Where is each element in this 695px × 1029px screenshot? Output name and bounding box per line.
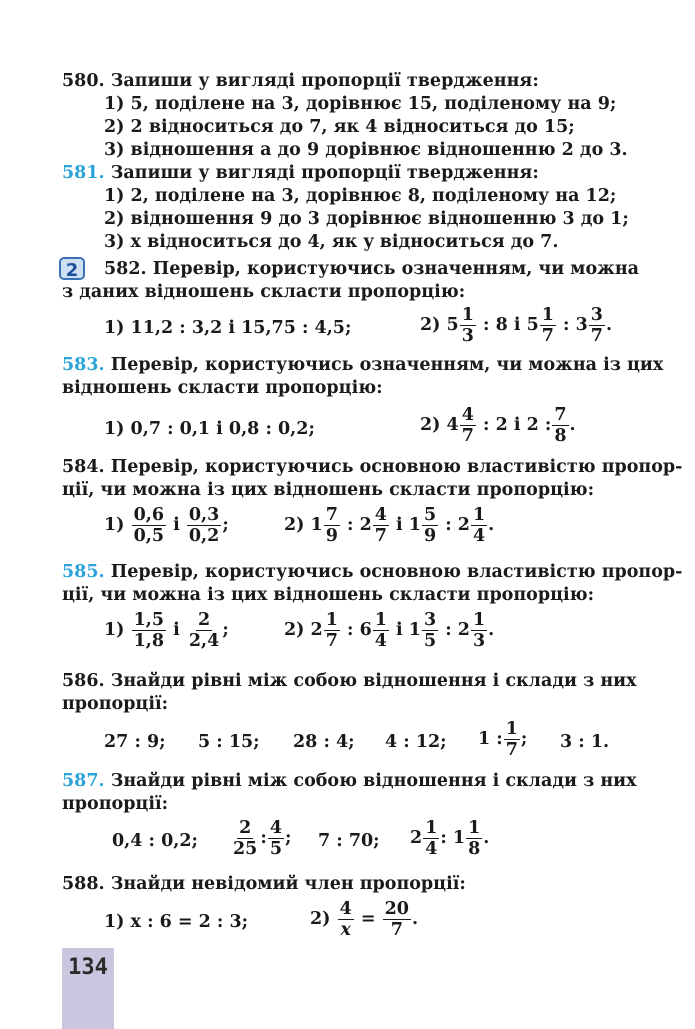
problem-text-cont: пропорції: [62, 694, 169, 714]
fraction: $\frac{1}{4}$ [374, 610, 387, 651]
expr-part: і [173, 620, 180, 640]
expr-part: 2 [410, 828, 423, 848]
expr-part: = [360, 909, 376, 929]
problem-585 [62, 561, 683, 607]
list-item: 1) 5, поділене на 3, дорівнює 15, поділеному на 9; [104, 94, 617, 114]
example-2 [284, 505, 494, 546]
fraction: $\frac{1}{3}$ [461, 305, 474, 346]
fraction: $\frac{1}{4}$ [472, 505, 486, 546]
expr-part: і [173, 515, 180, 535]
expr-part: : 2 [347, 515, 372, 535]
problem-number: 580. [62, 71, 105, 91]
expr-part: : 6 [347, 620, 372, 640]
expr-part: . [488, 515, 495, 535]
list-item: 3) відношення a до 9 дорівнює відношенню 2 до 3. [104, 140, 628, 160]
expr-part: . [483, 828, 490, 848]
ratio-item [478, 719, 527, 760]
problem-number: 581. [62, 163, 105, 183]
example-2 [310, 899, 418, 940]
example-2 [284, 610, 494, 651]
ratio-item: 7 : 70; [318, 831, 380, 851]
problem-number: 583. [62, 355, 105, 375]
expr-part: 2) 1 [284, 515, 323, 535]
expr-part: : 2 і 2 : [483, 415, 552, 435]
difficulty-level-badge: 2 [59, 257, 85, 280]
fraction: $\frac{20}{7}$ [384, 899, 409, 940]
problem-text: Знайди невідомий член пропорції: [110, 874, 466, 894]
fraction: $\frac{1,5}{1,8}$ [133, 610, 165, 651]
fraction: $\frac{1}{8}$ [468, 818, 481, 859]
ratio-item: 0,4 : 0,2; [112, 831, 198, 851]
problem-586 [62, 670, 642, 716]
ratio-item: 27 : 9; [104, 732, 166, 752]
expr-part: : 8 і 5 [483, 315, 539, 335]
problem-text: Перевір, користуючись означенням, чи можна із цих [110, 355, 664, 375]
expr-part: : 2 [445, 515, 470, 535]
list-item: 2) відношення 9 до 3 дорівнює відношенню 3 до 1; [104, 209, 629, 229]
problem-580 [62, 70, 642, 162]
fraction: $\frac{4}{5}$ [269, 818, 283, 859]
problem-582 [104, 258, 640, 281]
problem-number: 587. [62, 771, 105, 791]
expr-part: 2) [310, 909, 331, 929]
example-2 [420, 305, 612, 346]
problem-text: Перевір, користуючись означенням, чи можна [152, 259, 640, 279]
problem-text-cont: ції, чи можна із цих відношень скласти пропорцію: [62, 480, 595, 500]
fraction: $\frac{1}{3}$ [472, 610, 486, 651]
problem-588 [62, 873, 642, 896]
expr-part: 2) 2 [284, 620, 323, 640]
fraction: $\frac{2}{25}$ [233, 818, 258, 859]
list-item: 1) 2, поділене на 3, дорівнює 8, поділеному на 12; [104, 186, 617, 206]
problem-584 [62, 456, 683, 502]
fraction: $\frac{7}{9}$ [325, 505, 338, 546]
expr-part: 1) [104, 620, 125, 640]
problem-text: Перевір, користуючись основною властивістю пропор- [110, 457, 683, 477]
expr-part: ; [222, 620, 229, 640]
problem-text-cont: з даних відношень скласти пропорцію: [62, 282, 466, 302]
problem-text: Перевір, користуючись основною властивістю пропор- [110, 562, 683, 582]
expr-part: і 1 [396, 620, 421, 640]
problem-text: Запиши у вигляді пропорції твердження: [110, 71, 539, 91]
fraction: $\frac{0,6}{0,5}$ [133, 505, 165, 546]
expr-part: : 2 [445, 620, 470, 640]
fraction: $\frac{4}{x}$ [339, 899, 352, 940]
ratio-item: 4 : 12; [385, 732, 447, 752]
example-1: 1) 11,2 : 3,2 і 15,75 : 4,5; [104, 318, 352, 338]
example-1 [104, 505, 229, 546]
problem-number: 584. [62, 457, 105, 477]
problem-text-cont: пропорції: [62, 794, 169, 814]
expr-part: 2) 4 [420, 415, 459, 435]
ratio-item [230, 818, 291, 859]
fraction: $\frac{7}{8}$ [554, 405, 567, 446]
problem-text: Знайди рівні між собою відношення і склади з них [110, 771, 637, 791]
ratio-item: 3 : 1. [560, 732, 610, 752]
fraction: $\frac{5}{9}$ [423, 505, 437, 546]
problem-number: 585. [62, 562, 105, 582]
expr-part: ; [285, 828, 292, 848]
problem-581 [62, 162, 642, 254]
example-1: 1) 0,7 : 0,1 і 0,8 : 0,2; [104, 419, 315, 439]
problem-text: Запиши у вигляді пропорції твердження: [110, 163, 539, 183]
fraction: $\frac{4}{7}$ [374, 505, 387, 546]
problem-text-cont: ції, чи можна із цих відношень скласти пропорцію: [62, 585, 595, 605]
expr-part: : 3 [563, 315, 588, 335]
expr-part: . [569, 415, 576, 435]
expr-part: 1 : [478, 729, 503, 749]
expr-part: . [605, 315, 613, 335]
fraction: $\frac{1}{7}$ [505, 719, 518, 760]
page-number: 134 [62, 948, 114, 1029]
fraction: $\frac{1}{4}$ [425, 818, 438, 859]
problem-number: 582. [104, 259, 147, 279]
expr-part: і 1 [396, 515, 421, 535]
expr-part: . [488, 620, 495, 640]
fraction: $\frac{0,3}{0,2}$ [188, 505, 220, 546]
ratio-item: 5 : 15; [198, 732, 260, 752]
problem-583 [62, 354, 664, 400]
fraction: $\frac{1}{7}$ [541, 305, 554, 346]
fraction: $\frac{2}{2,4}$ [188, 610, 220, 651]
expr-part: : [260, 828, 267, 848]
expr-part: : 1 [440, 828, 466, 848]
problem-text: Знайди рівні між собою відношення і склади з них [110, 671, 637, 691]
example-1: 1) x : 6 = 2 : 3; [104, 912, 249, 932]
list-item: 3) x відноситься до 4, як y відноситься до 7. [104, 232, 559, 252]
fraction: $\frac{1}{7}$ [325, 610, 338, 651]
example-1 [104, 610, 229, 651]
fraction: $\frac{3}{7}$ [590, 305, 603, 346]
problem-text-cont: відношень скласти пропорцію: [62, 378, 383, 398]
problem-587 [62, 770, 642, 816]
expr-part: ; [520, 729, 528, 749]
ratio-item [410, 818, 489, 859]
expr-part: . [411, 909, 419, 929]
fraction: $\frac{4}{7}$ [461, 405, 474, 446]
example-2 [420, 405, 576, 446]
ratio-item: 28 : 4; [293, 732, 355, 752]
fraction: $\frac{3}{5}$ [423, 610, 437, 651]
expr-part: 1) [104, 515, 125, 535]
problem-number: 588. [62, 874, 105, 894]
expr-part: ; [222, 515, 229, 535]
expr-part: 2) 5 [420, 315, 459, 335]
list-item: 2) 2 відноситься до 7, як 4 відноситься до 15; [104, 117, 575, 137]
problem-number: 586. [62, 671, 105, 691]
